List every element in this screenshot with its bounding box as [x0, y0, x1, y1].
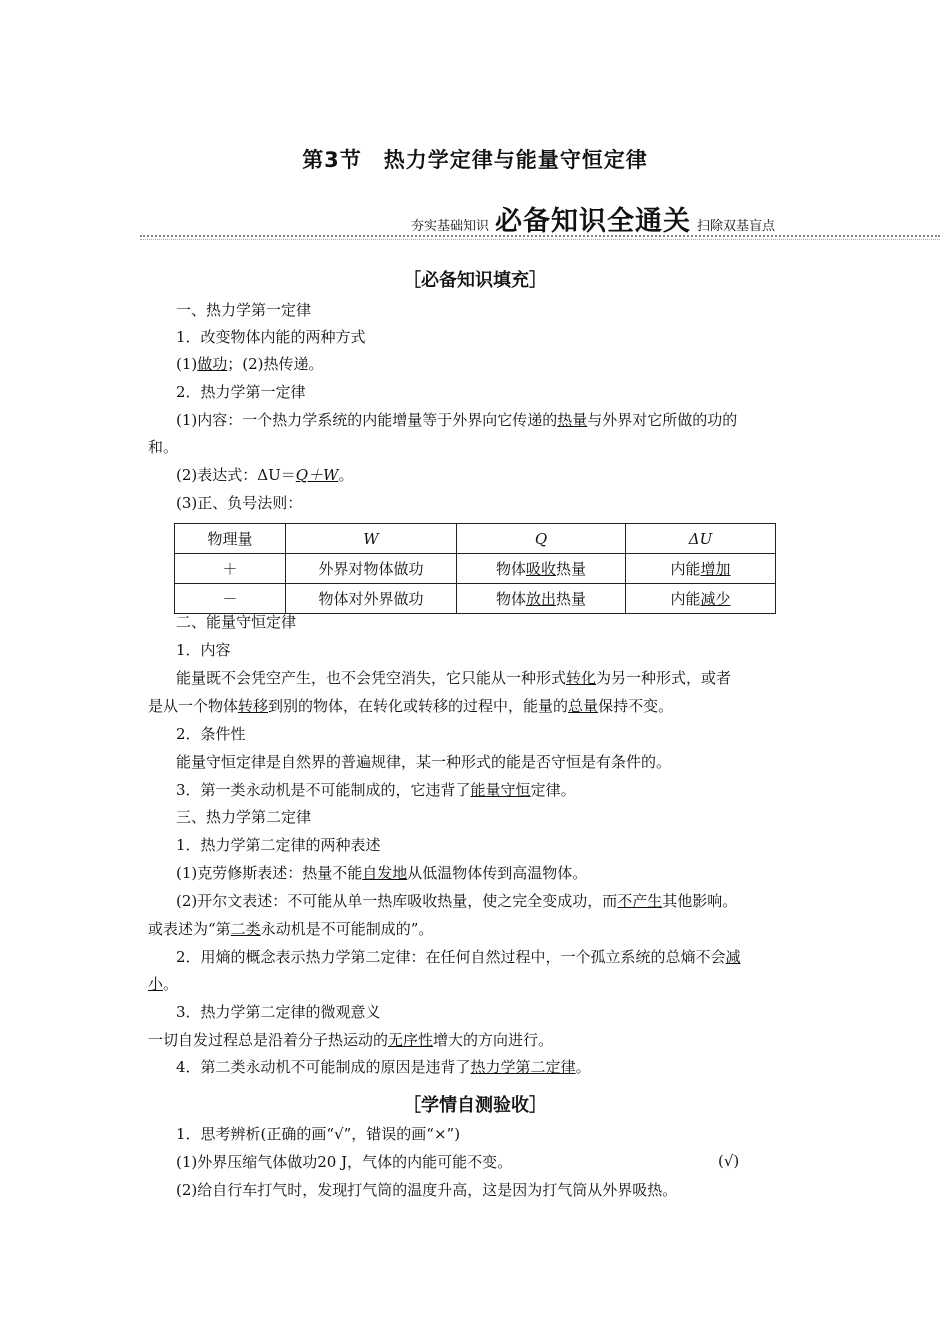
text: 保持不变。	[598, 697, 674, 715]
fill-in-answer: 能量守恒	[470, 781, 531, 799]
text: ；(2)热传递。	[227, 355, 324, 373]
question-item: (2)给自行车打气时，发现打气筒的温度升高，这是因为打气筒从外界吸热。	[176, 1181, 678, 1199]
fill-in-answer: 减	[725, 948, 741, 966]
fill-in-answer: 吸收	[525, 560, 556, 578]
text: 定律。	[530, 781, 576, 799]
fill-in-answer: 二类	[230, 920, 261, 938]
text: 其他影响。	[662, 892, 738, 910]
section-heading-self-test: ［学情自测验收］	[403, 1095, 547, 1116]
text: 3．第一类永动机是不可能制成的，它违背了	[176, 781, 471, 799]
fill-in-answer: 小	[148, 975, 164, 993]
paragraph: 1．思考辨析(正确的画“√”，错误的画“×”)	[176, 1125, 461, 1143]
paragraph: 2．热力学第一定律	[176, 383, 306, 401]
fill-in-answer: 总量	[568, 697, 599, 715]
text: 能量既不会凭空产生，也不会凭空消失，它只能从一种形式	[176, 669, 567, 687]
paragraph: 1．内容	[176, 641, 231, 659]
banner-main-text: 必备知识全通关	[494, 206, 691, 237]
paragraph	[176, 668, 836, 688]
paragraph	[176, 410, 836, 430]
paragraph	[176, 947, 836, 967]
paragraph	[148, 974, 808, 994]
table-cell: ＋	[175, 554, 286, 584]
table-cell: 外界对物体做功	[286, 554, 457, 584]
fill-in-answer: 减少	[700, 590, 731, 608]
paragraph: 1．改变物体内能的两种方式	[176, 328, 366, 346]
paragraph: 能量守恒定律是自然界的普遍规律，某一种形式的能是否守恒是有条件的。	[176, 753, 672, 771]
fill-in-answer: 不产生	[617, 892, 663, 910]
table-header-cell: 物理量	[175, 524, 286, 554]
paragraph	[176, 465, 836, 485]
section-banner	[140, 199, 940, 243]
banner-right-text: 扫除双基盲点	[696, 219, 775, 234]
fill-in-answer: 转化	[566, 669, 597, 687]
paragraph	[176, 863, 836, 883]
text: 。	[163, 975, 179, 993]
paragraph	[176, 891, 836, 911]
text: 。	[338, 466, 354, 484]
question-item: (1)外界压缩气体做功20 J，气体的内能可能不变。	[176, 1153, 513, 1171]
text: (2)表达式：ΔU＝	[176, 466, 296, 484]
fill-in-answer: 自发地	[362, 864, 408, 882]
fill-in-answer: Q＋W	[295, 466, 339, 484]
fill-in-answer: 转移	[238, 697, 269, 715]
table-header-cell: Q	[457, 524, 626, 554]
page-title: 第3节 热力学定律与能量守恒定律	[302, 148, 648, 172]
paragraph: 2．条件性	[176, 725, 246, 743]
text: (2)开尔文表述：不可能从单一热库吸收热量，使之完全变成功，而	[176, 892, 618, 910]
heading-second-law: 三、热力学第二定律	[176, 808, 312, 826]
banner-divider	[140, 235, 940, 237]
text: 为另一种形式，或者	[596, 669, 732, 687]
paragraph: 1．热力学第二定律的两种表述	[176, 836, 381, 854]
table-cell: 物体对外界做功	[286, 584, 457, 614]
fill-in-answer: 无序性	[388, 1031, 434, 1049]
paragraph	[148, 1030, 808, 1050]
text: 2．用熵的概念表示热力学第二定律：在任何自然过程中，一个孤立系统的总熵不会	[176, 948, 726, 966]
text: (1)内容：一个热力学系统的内能增量等于外界向它传递的	[176, 411, 558, 429]
answer-mark: (√)	[718, 1152, 740, 1170]
text: 到别的物体，在转化或转移的过程中，能量的	[268, 697, 569, 715]
text: 物体	[495, 590, 526, 608]
fill-in-answer: 做功	[197, 355, 228, 373]
banner-left-text: 夯实基础知识	[410, 219, 489, 234]
table-cell	[626, 584, 776, 614]
text: 或表述为“第	[148, 920, 231, 938]
paragraph	[176, 1057, 836, 1077]
fill-in-answer: 热力学第二定律	[470, 1058, 576, 1076]
table-header-cell: W	[286, 524, 457, 554]
table-header-cell: ΔU	[626, 524, 776, 554]
text: 。	[575, 1058, 591, 1076]
text: 热量	[556, 560, 587, 578]
paragraph	[176, 780, 836, 800]
table-header-row	[175, 524, 776, 554]
table-cell	[457, 584, 626, 614]
text: 物体	[495, 560, 526, 578]
text: 增大的方向进行。	[433, 1031, 554, 1049]
paragraph: 和。	[148, 438, 179, 456]
text: (1)	[176, 355, 198, 373]
text: 内能	[670, 560, 701, 578]
text: 一切自发过程总是沿着分子热运动的	[148, 1031, 389, 1049]
table-cell	[457, 554, 626, 584]
text: (1)克劳修斯表述：热量不能	[176, 864, 363, 882]
fill-in-answer: 增加	[700, 560, 731, 578]
banner-divider-2	[140, 239, 940, 240]
heading-energy-conservation: 二、能量守恒定律	[176, 613, 297, 631]
table-cell	[626, 554, 776, 584]
paragraph: (3)正、负号法则：	[176, 494, 303, 512]
table-row	[175, 584, 776, 614]
paragraph	[148, 919, 808, 939]
text: 从低温物体传到高温物体。	[407, 864, 588, 882]
section-heading-knowledge: ［必备知识填充］	[403, 270, 547, 291]
fill-in-answer: 热量	[557, 411, 588, 429]
text: 永动机是不可能制成的”。	[260, 920, 434, 938]
text: 与外界对它所做的功的	[587, 411, 738, 429]
table-cell: －	[175, 584, 286, 614]
text: 4．第二类永动机不可能制成的原因是违背了	[176, 1058, 471, 1076]
paragraph	[176, 354, 836, 374]
text: 是从一个物体	[148, 697, 239, 715]
heading-first-law: 一、热力学第一定律	[176, 301, 312, 319]
paragraph	[148, 696, 808, 716]
sign-rules-table	[174, 523, 776, 614]
text: 热量	[556, 590, 587, 608]
paragraph: 3．热力学第二定律的微观意义	[176, 1003, 381, 1021]
text: 内能	[670, 590, 701, 608]
fill-in-answer: 放出	[525, 590, 556, 608]
table-row	[175, 554, 776, 584]
